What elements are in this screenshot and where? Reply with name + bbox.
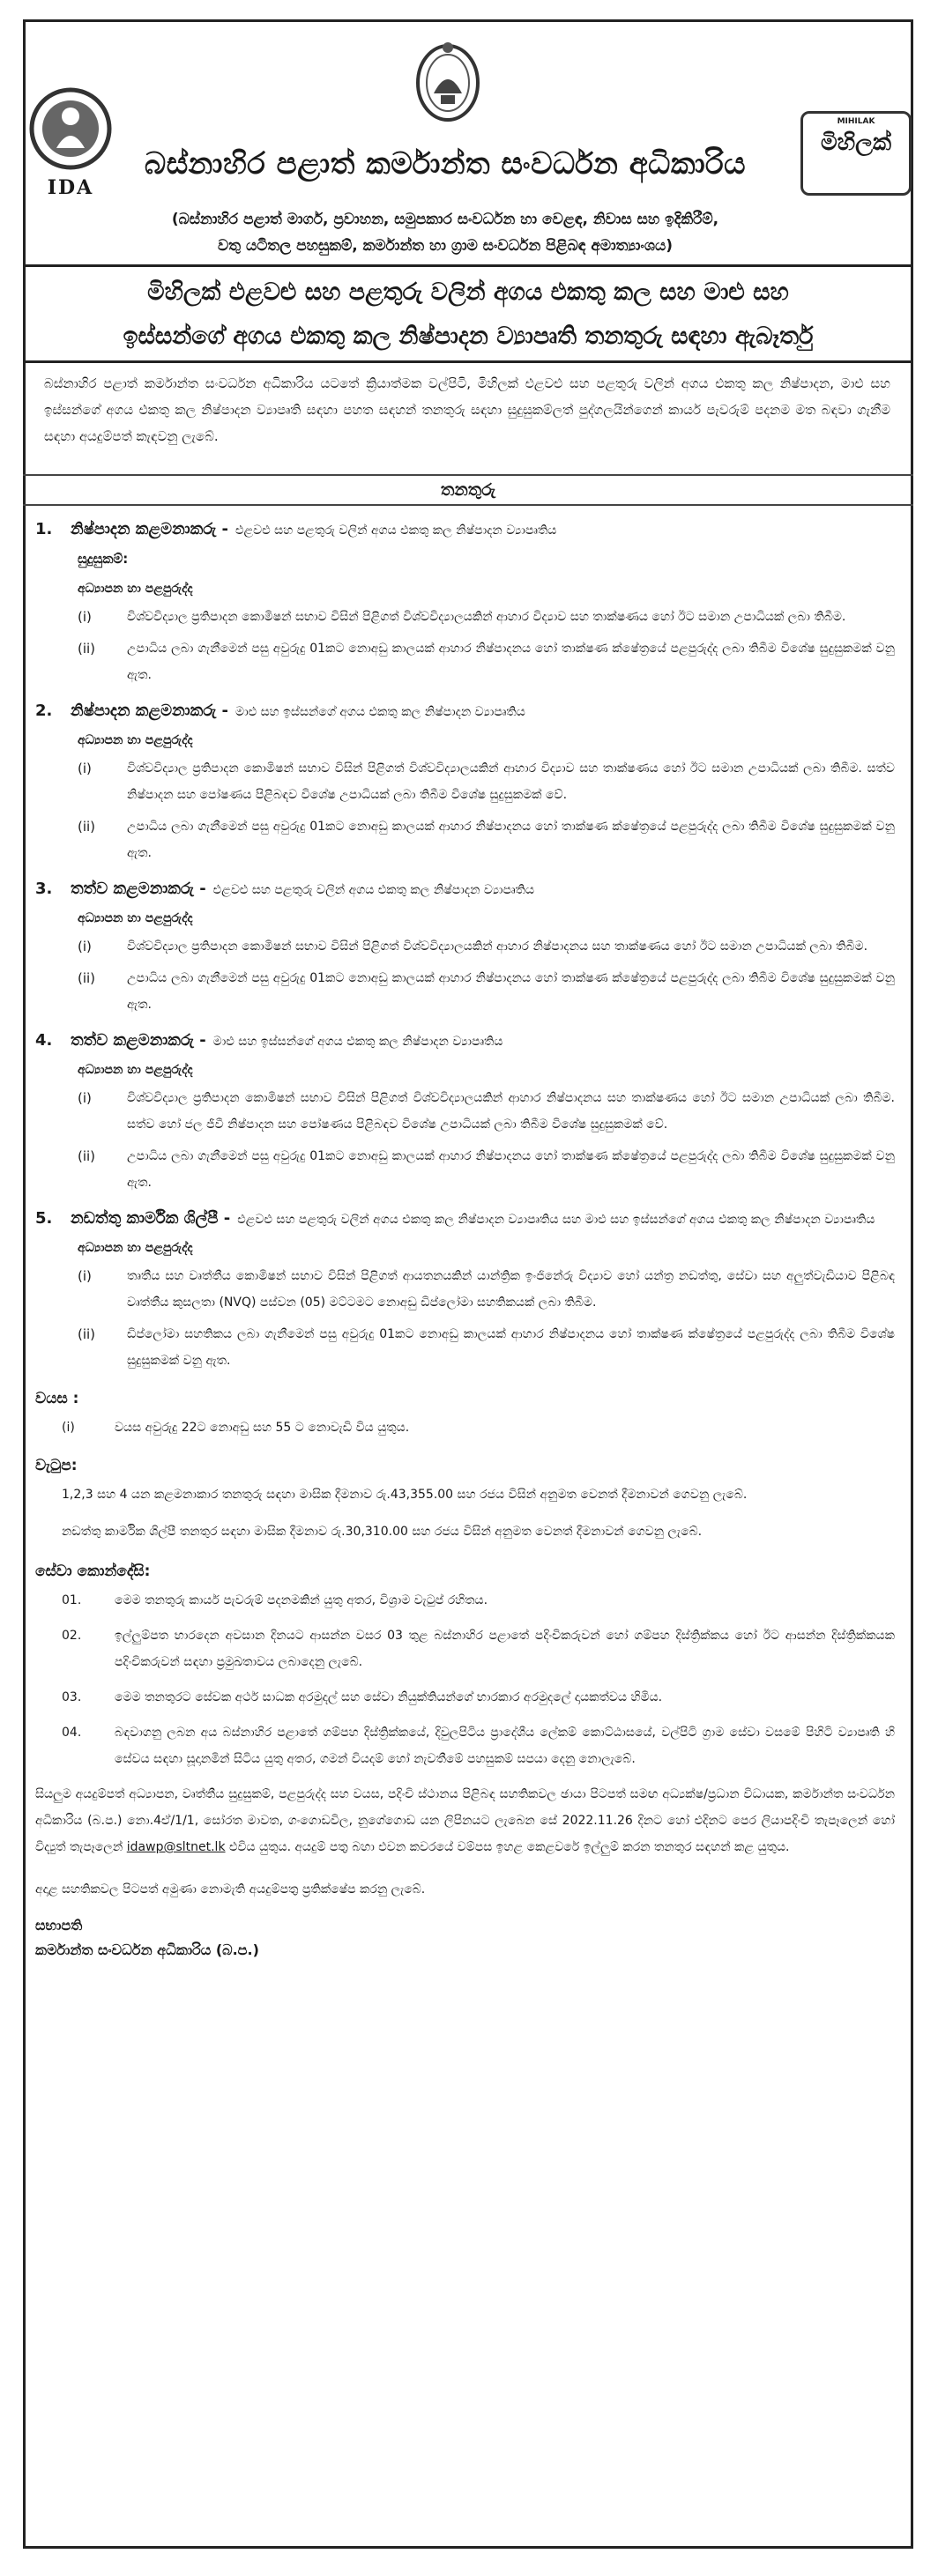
post-description: එළවළු සහ පළතුරු වලින් අගය එකතු කල නිෂ්පාදන ව්‍යාපෘතිය [212,883,535,897]
ida-logo-text: IDA [47,176,94,199]
condition-item [62,1587,895,1614]
age-section [35,1383,895,1441]
post-number: 4. [35,1031,53,1050]
application-instructions [35,1781,895,1860]
condition-number: 02. [62,1629,82,1643]
mihilak-logo-text: මිහිලක් [820,130,892,156]
qualification-text: උපාධිය ලබා ගැනීමෙන් පසු අවුරුදු 01කට නොඅඩු කාලයක් ආහාර නිෂ්පාදනය හෝ තාක්ෂණ ක්ෂේත්‍රයේ පළපුරුද්ද ලබා තිබීම විශේෂ සුදුසුකමක් වනු ඇත. [127,642,895,682]
qualification-item [78,933,895,960]
age-item [62,1414,895,1441]
qualification-number: (ii) [78,819,96,835]
qualification-number: (ii) [78,1326,96,1342]
post-item [35,697,895,866]
main-content [35,516,895,1963]
post-number: 3. [35,880,53,898]
qualification-text: උපාධිය ලබා ගැනීමෙන් පසු අවුරුදු 01කට නොඅඩු කාලයක් ආහාර නිෂ්පාදනය හෝ තාක්ෂණ ක්ෂේත්‍රයේ පළපුරුද්ද ලබා තිබීම විශේෂ සුදුසුකමක් වනු ඇත. [127,1149,895,1190]
qualification-text: විශ්වවිද්‍යාල ප්‍රතිපාදන කොමිෂන් සභාව විසින් පිළිගත් විශ්වවිද්‍යාලයකින් ආහාර නිෂ්පාදනය සහ තාක්ෂණය හෝ ඊට සමාන උපාධියක් ලබා තිබීම. සත්ව හෝ ජල ජීවී නිෂ්පාදන සහ පෝෂණය පිළිබඳව විශේෂ උපාධියක් ලබා තිබීම විශේෂ සුදුසුකමක් වේ. [127,1091,895,1132]
post-title: නිෂ්පාදන කළමනාකරු - [71,702,229,720]
ida-logo [26,85,115,199]
banner-line-1: මිහිලක් එළවළු සහ පළතුරු වලින් අගය එකතු කල සහ මාළු සහ [147,278,789,306]
age-number: (i) [62,1421,75,1435]
banner-line-2: ඉස්සන්ගේ අගය එකතු කල නිෂ්පාදන ව්‍යාපෘති තනතුරු සඳහා ඇබෑර්තු [123,323,814,350]
education-label: අධ්‍යාපන හා පළපුරුද්ද [78,911,193,925]
post-heading [35,516,895,544]
post-number: 1. [35,520,53,538]
qualification-number: (i) [78,761,92,776]
mihilak-logo-small-text: MIHILAK [837,117,875,126]
subtitle-line-2: වතු යටිතල පහසුකම්, කර්මාන්ත හා ග්‍රාම සංවර්ධන පිළිබඳ අමාත්‍යාංශය) [218,237,673,255]
qualification-item [78,1263,895,1316]
instructions-text-end: එවිය යුතුය. අයදුම් පත‍්‍ර බහා එවන කවරයේ වම්පස ඉහළ කෙළවරේ ඉල්ලුම් කරන තනතුර සඳහන් කළ යුතුය. [229,1840,790,1854]
ida-emblem-icon [26,85,115,173]
qualification-item [78,755,895,808]
signatory-organization: කර්මාන්ත සංවර්ධන අධිකාරිය (බ.ප.) [35,1941,259,1958]
salary-technician-text: නඩත්තු කාර්මික ශිල්පී තනතුර සඳහා මාසික දීමනාව රු.30,310.00 සහ රජය විසින් අනුමත වෙනත් දීමනාවන් ගෙවනු ලැබේ. [62,1525,703,1539]
post-title: නඩත්තු කාර්මික ශිල්පී - [71,1209,231,1228]
post-item [35,1027,895,1196]
qualification-text: උපාධිය ලබා ගැනීමෙන් පසු අවුරුදු 01කට නොඅඩු කාලයක් ආහාර නිෂ්පාදනය හෝ තාක්ෂණ ක්ෂේත්‍රයේ පළපුරුද්ද ලබා තිබීම විශේෂ සුදුසුකමක් වනු ඇත. [127,971,895,1012]
qualification-item [78,1321,895,1374]
qualification-item [78,604,895,630]
rejection-note: අදාළ සහතිකවල පිටපත් අමුණා නොමැති අයදුම්පත‍්‍ර ප්‍රතික්ෂේප කරනු ලැබේ. [35,1882,426,1897]
qualification-number: (ii) [78,1148,96,1164]
signature-block [35,1913,895,1963]
ministry-subtitle [35,206,855,259]
posts-section-title: තනතුරු [23,474,913,506]
qualification-number: (i) [78,1268,92,1284]
post-item [35,516,895,688]
post-heading [35,697,895,725]
post-title: තත්ව කළමනාකරු - [71,1031,206,1050]
vacancy-banner [23,264,913,363]
qualification-item [78,1085,895,1138]
post-description: මාළු සහ ඉස්සන්ගේ අගය එකතු කල නිෂ්පාදන ව්‍යාපෘතිය [235,705,525,719]
qualification-number: (i) [78,609,92,625]
intro-paragraph: බස්නාහිර පළාත් කර්මාන්ත සංවර්ධන අධිකාරිය යටතේ ක්‍රියාත්මක වල්පිටි, මිහිලක් එළවළු සහ පළතුරු වලින් අගය එකතු කල නිෂ්පාදන, මාළු සහ ඉස්සන්ගේ අගය එකතු කල නිෂ්පාදන ව්‍යාපෘති සඳහා පහත සඳහන් තනතුරු සඳහා සුදුසුකම්ලත් පුද්ගලයින්ගෙන් කාර්ය පැවරුම් පදනම මත බඳවා ගැනීම සඳහා අයදුම්පත් කැඳවනු ලැබේ. [44,375,890,444]
qualification-number: (i) [78,1090,92,1106]
salary-section [35,1450,895,1545]
post-item [35,875,895,1018]
post-description: එළවළු සහ පළතුරු වලින් අගය එකතු කල නිෂ්පාදන ව්‍යාපෘතිය සහ මාළු සහ ඉස්සන්ගේ අගය එකතු කල නිෂ්පාදන ව්‍යාපෘතිය [237,1213,875,1227]
qualification-text: විශ්වවිද්‍යාල ප්‍රතිපාදන කොමිෂන් සභාව විසින් පිළිගත් විශ්වවිද්‍යාලයකින් ආහාර විද්‍යාව සහ තාක්ෂණය හෝ ඊට සමාන උපාධියක් ලබා තිබීම. [127,610,846,624]
condition-text: මෙම තනතුරට සේවක අර්ථ සාධක අරමුදල් සහ සේවා නියුක්තියන්ගේ භාරකාර අරමුදලේ දායකත්වය හිමිය. [115,1690,663,1704]
post-heading [35,1205,895,1233]
signatory-title: සභාපති [35,1917,83,1934]
post-number: 2. [35,702,53,720]
qualifications-label: සුදුසුකම්: [78,551,129,567]
condition-number: 03. [62,1690,82,1704]
header [0,23,938,254]
authority-title: බස්නාහිර පළාත් කර්මාන්ත සංවර්ධන අධිකාරිය [144,146,747,182]
post-description: මාළු සහ ඉස්සන්ගේ අගය එකතු කල නිෂ්පාදන ව්‍යාපෘතිය [212,1035,503,1049]
post-title: නිෂ්පාදන කළමනාකරු - [71,520,229,538]
condition-text: බඳවාගනු ලබන අය බස්නාහිර පළාතේ ගම්පහ දිස්ත්‍රික්කයේ, දිවුලපිටිය ප්‍රාදේශීය ලේකම් කොට්ඨාසයේ, වල්පිටි ග්‍රාම සේවා වසමේ පිහිටි ව්‍යාපෘති හි සේවය සඳහා සූදානමින් සිටිය යුතු අතර, ගමන් වියදම් හෝ නැවතීමේ පහසුකම් සපයා දෙනු නොලැබේ. [115,1726,895,1766]
post-title: තත්ව කළමනාකරු - [71,880,206,898]
condition-number: 04. [62,1726,82,1740]
subtitle-line-1: (බස්නාහිර පළාත් මාර්ග, ප්‍රවාහන, සමුපකාර සංවර්ධන හා වෙළඳ, නිවාස සහ ඉදිකිරීම්, [171,211,719,228]
qualification-item [78,635,895,688]
qualification-text: උපාධිය ලබා ගැනීමෙන් පසු අවුරුදු 01කට නොඅඩු කාලයක් ආහාර නිෂ්පාදනය හෝ තාක්ෂණ ක්ෂේත්‍රයේ පළපුරුද්ද ලබා තිබීම විශේෂ සුදුසුකමක් වනු ඇත. [127,820,895,860]
email-link[interactable]: idawp@sltnet.lk [126,1840,226,1854]
age-text: වයස අවුරුදු 22ට නොඅඩු සහ 55 ට නොවැඩි විය යුතුය. [115,1421,410,1435]
condition-number: 01. [62,1593,82,1607]
age-heading: වයස : [35,1390,79,1407]
qualification-text: විශ්වවිද්‍යාල ප්‍රතිපාදන කොමිෂන් සභාව විසින් පිළිගත් විශ්වවිද්‍යාලයකින් ආහාර නිෂ්පාදනය සහ තාක්ෂණය හෝ ඊට සමාන උපාධියක් ලබා තිබීම. [127,939,868,954]
post-number: 5. [35,1209,53,1228]
condition-item [62,1684,895,1711]
salary-managers-text: 1,2,3 සහ 4 යන කළමනාකාර තනතුරු සඳහා මාසික දීමනාව රු.43,355.00 සහ රජය විසින් අනුමත වෙනත් දීමනාවන් ගෙවනු ලැබේ. [62,1488,748,1502]
service-conditions-section [35,1555,895,1772]
mihilak-logo [800,111,912,196]
education-label: අධ්‍යාපන හා පළපුරුද්ද [78,733,193,747]
qualification-number: (i) [78,939,92,954]
post-item [35,1205,895,1374]
condition-item [62,1719,895,1772]
education-label: අධ්‍යාපන හා පළපුරුද්ද [78,1063,193,1077]
education-label: අධ්‍යාපන හා පළපුරුද්ද [78,1241,193,1255]
qualification-number: (ii) [78,641,96,657]
post-heading [35,1027,895,1055]
condition-text: මෙම තනතුරු කාර්ය පැවරුම් පදනමකින් යුතු අතර, විශ්‍රාම වැටුප් රහිතය. [115,1593,488,1607]
condition-text: ඉල්ලුම්පත භාරදෙන අවසාන දිනයට ආසන්න වසර 03 තුළ බස්නාහිර පළාතේ පදිංචිකරුවන් හෝ ගම්පහ දිස්ත්‍රික්කය හෝ ඊට ආසන්න දිස්ත්‍රික්කයක පදිංචිකරුවන් සඳහා ප්‍රමුඛතාවය ලබාදෙනු ලැබේ. [115,1629,895,1669]
national-emblem-icon [414,39,481,123]
qualification-number: (ii) [78,970,96,986]
education-label: අධ්‍යාපන හා පළපුරුද්ද [78,582,193,596]
qualification-text: විශ්වවිද්‍යාල ප්‍රතිපාදන කොමිෂන් සභාව විසින් පිළිගත් විශ්වවිද්‍යාලයකින් ආහාර විද්‍යාව සහ තාක්ෂණය හෝ ඊට සමාන උපාධියක් ලබා තිබීම. සත්ව නිෂ්පාදන සහ පෝෂණය පිළිබඳව විශේෂ උපාධියක් ලබා තිබීම විශේෂ සුදුසුකමක් වේ. [127,761,895,802]
condition-item [62,1622,895,1675]
salary-heading: වැටුප: [35,1457,78,1474]
qualification-item [78,1143,895,1196]
conditions-heading: සේවා කොන්දේසි: [35,1563,151,1580]
qualification-text: තෘතීය සහ වෘත්තීය කොමිෂන් සභාව විසින් පිළිගත් ආයතනයකින් යාන්ත්‍රික ඉංජිනේරු විද්‍යාව හෝ යන්ත්‍ර නඩත්තු, සේවා සහ අලුත්වැඩියාව පිළිබඳ වෘත්තීය කුසලතා (NVQ) පස්වන (05) මට්ටමට නොඅඩු ඩිප්ලෝමා සහතිකයක් ලබා තිබීම. [127,1269,895,1310]
qualification-text: ඩිප්ලෝමා සහතිකය ලබා ගැනීමෙන් පසු අවුරුදු 01කට නොඅඩු කාලයක් ආහාර නිෂ්පාදනය හෝ තාක්ෂණ ක්ෂේත්‍රයේ පළපුරුද්ද ලබා තිබීම විශේෂ සුදුසුකමක් වනු ඇත. [127,1327,895,1368]
post-description: එළවළු සහ පළතුරු වලින් අගය එකතු කල නිෂ්පාදන ව්‍යාපෘතිය [235,523,557,538]
instructions-text: සියලුම අයදුම්පත් අධ්‍යාපන, වෘත්තීය සුදුසුකම්, පළපුරුද්ද සහ වයස, පදිංචි ස්ථානය පිළිබඳ සහතිකවල ඡායා පිටපත් සමඟ අධ්‍යක්ෂ/ප්‍රධාන විධායක, කර්මාන්ත සංවර්ධන අධිකාරිය (බ.ප.) නො.4ඒ/1/1, සෝරත මාවත, ගංගොඩවිල, නුගේගොඩ යන ලිපිනයට ලැබෙන සේ 2022.11.26 දිනට හෝ එදිනට පෙර ලියාපදිංචි තැපෑලෙන් හෝ විද්‍යුත් තැපෑලෙන් [35,1787,895,1854]
qualification-item [78,965,895,1018]
qualification-item [78,813,895,866]
post-heading [35,875,895,903]
